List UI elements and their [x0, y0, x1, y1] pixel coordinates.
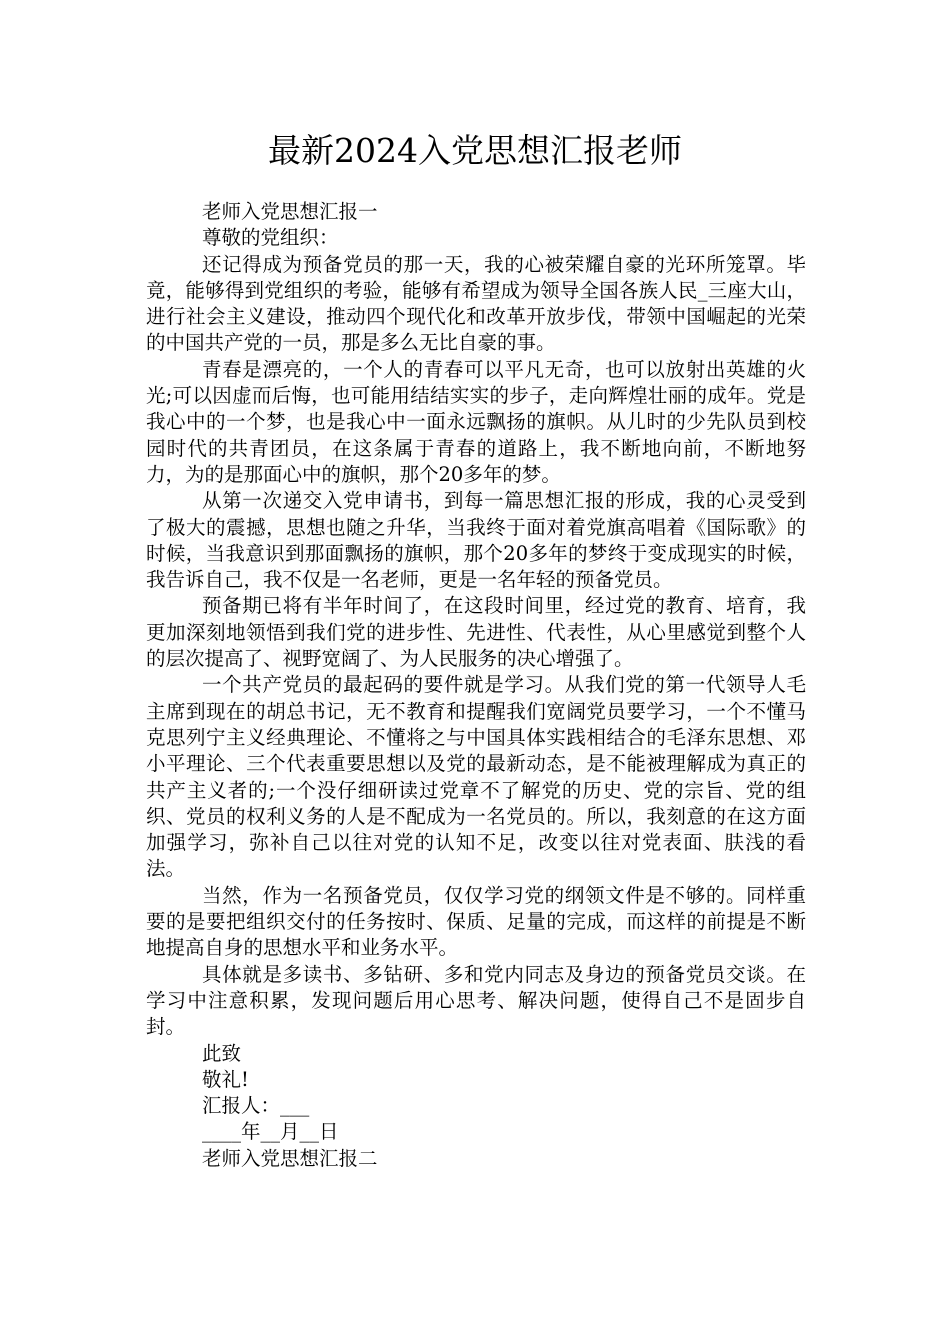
- closing-salute: 敬礼!: [202, 1067, 249, 1091]
- paragraph-5: 一个共产党员的最起码的要件就是学习。从我们党的第一代领导人毛主席到现在的胡总书记，无不教育和提醒我们宽阔党员要学习，一个不懂马克思列宁主义经典理论、不懂将之与中国具体实践相结合的毛泽东思想、邓小平理论、三个代表重要思想以及党的最新动态，是不能被理解成为真正的共产主义者的;一个没仔细研读过党章不了解党的历史、党的宗旨、党的组织、党员的权利义务的人是不配成为一名党员的。所以，我刻意的在这方面加强学习，弥补自己以往对党的认知不足，改变以往对党表面、肤浅的看法。: [146, 673, 806, 881]
- paragraph-4: 预备期已将有半年时间了，在这段时间里，经过党的教育、培育，我更加深刻地领悟到我们党的进步性、先进性、代表性，从心里感觉到整个人的层次提高了、视野宽阔了、为人民服务的决心增强了。: [146, 594, 806, 671]
- paragraph-7: 具体就是多读书、多钻研、多和党内同志及身边的预备党员交谈。在学习中注意积累，发现问题后用心思考、解决问题，使得自己不是固步自封。: [146, 962, 806, 1039]
- date-line: ____年__月__日: [202, 1120, 339, 1144]
- document-title: 最新2024入党思想汇报老师: [268, 131, 682, 170]
- salutation: 尊敬的党组织：: [202, 226, 339, 250]
- reporter-line: 汇报人：___: [202, 1094, 310, 1118]
- section-heading-2: 老师入党思想汇报二: [202, 1146, 378, 1170]
- paragraph-2: 青春是漂亮的，一个人的青春可以平凡无奇，也可以放射出英雄的火光;可以因虚而后悔，也可能用结结实实的步子，走向辉煌壮丽的成年。党是我心中的一个梦，也是我心中一面永远飘扬的旗帜。从儿时的少先队员到校园时代的共青团员，在这条属于青春的道路上，我不断地向前，不断地努力，为的是那面心中的旗帜，那个20多年的梦。: [146, 357, 806, 486]
- section-heading-1: 老师入党思想汇报一: [202, 200, 378, 223]
- closing-greeting: 此致: [202, 1041, 242, 1065]
- paragraph-1: 还记得成为预备党员的那一天，我的心被荣耀自豪的光环所笼罩。毕竟，能够得到党组织的考验，能够有希望成为领导全国各族人民_三座大山，进行社会主义建设，推动四个现代化和改革开放步伐，带领中国崛起的光荣的中国共产党的一员，那是多么无比自豪的事。: [146, 252, 806, 355]
- paragraph-3: 从第一次递交入党申请书，到每一篇思想汇报的形成，我的心灵受到了极大的震撼，思想也随之升华，当我终于面对着党旗高唱着《国际歌》的时候，当我意识到那面飘扬的旗帜，那个20多年的梦终于变成现实的时候，我告诉自己，我不仅是一名老师，更是一名年轻的预备党员。: [146, 489, 806, 592]
- document-body: [146, 199, 806, 1172]
- paragraph-6: 当然，作为一名预备党员，仅仅学习党的纲领文件是不够的。同样重要的是要把组织交付的任务按时、保质、足量的完成，而这样的前提是不断地提高自身的思想水平和业务水平。: [146, 883, 806, 960]
